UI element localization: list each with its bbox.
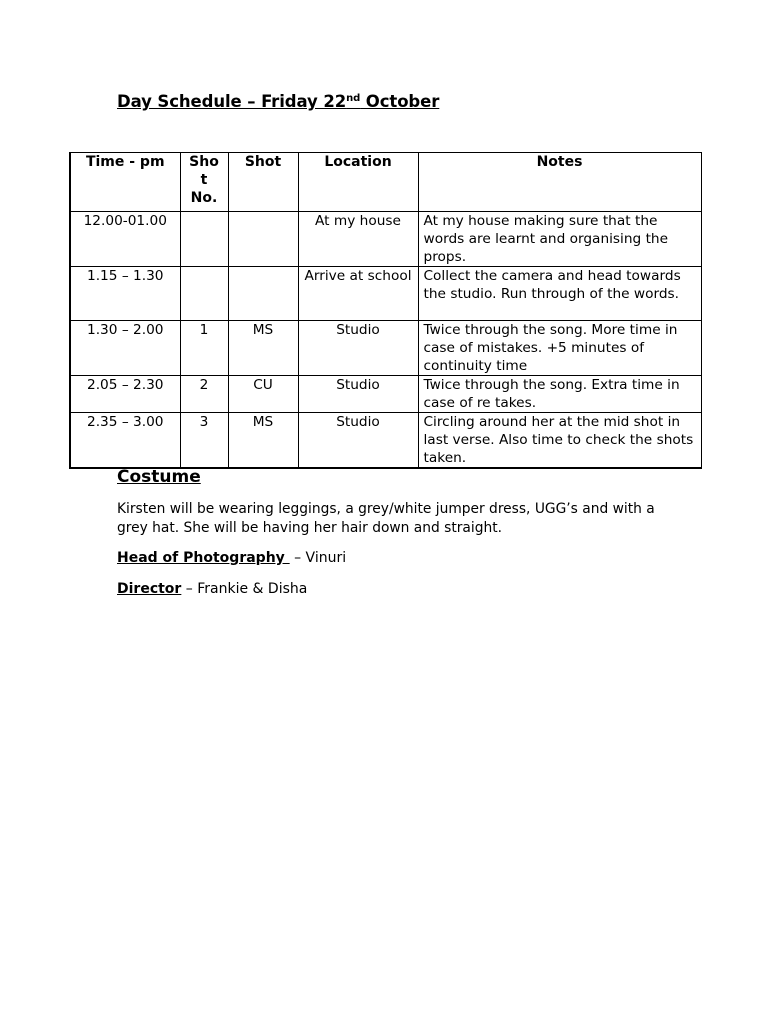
cell-notes: Twice through the song. Extra time in case of re takes. [418,376,701,413]
table-row [70,212,701,267]
cell-notes: At my house making sure that the words are learnt and organising the props. [418,212,701,267]
cell-location: Studio [298,376,418,413]
schedule-table [69,152,702,469]
header-location: Location [298,153,418,212]
cell-location: Studio [298,413,418,469]
cell-shot-no [180,212,228,267]
cell-shot-no: 3 [180,413,228,469]
page-title [117,92,439,111]
header-shot-no: Shot No. [180,153,228,212]
costume-description: Kirsten will be wearing leggings, a grey/white jumper dress, UGG’s and with a grey hat. She will be having her hair down and straight. [117,501,655,536]
table-row [70,413,701,469]
cell-location: Arrive at school [298,267,418,321]
cell-shot [228,267,298,321]
cell-notes: Twice through the song. More time in case of mistakes. +5 minutes of continuity time [418,321,701,376]
table-row [70,267,701,321]
cell-shot-no [180,267,228,321]
title-text: Day Schedule – Friday 22 [117,92,347,111]
cell-notes: Circling around her at the mid shot in last verse. Also time to check the shots taken. [418,413,701,469]
cell-notes: Collect the camera and head towards the studio. Run through of the words. [418,267,701,321]
credit-photography-value: – Vinuri [289,550,347,566]
cell-shot-no: 2 [180,376,228,413]
cell-time: 12.00-01.00 [70,212,180,267]
cell-shot: MS [228,413,298,469]
cell-shot-no: 1 [180,321,228,376]
credit-director-value: – Frankie & Disha [181,581,308,597]
credit-photography-role: Head of Photography [117,550,290,566]
table-row [70,376,701,413]
table-header-row [70,153,701,212]
title-superscript: nd [346,93,361,104]
cell-time: 2.35 – 3.00 [70,413,180,469]
cell-time: 1.15 – 1.30 [70,267,180,321]
header-notes: Notes [418,153,701,212]
cell-time: 1.30 – 2.00 [70,321,180,376]
credit-photography [117,550,346,566]
cell-shot: MS [228,321,298,376]
credit-director [117,581,307,597]
cell-shot: CU [228,376,298,413]
cell-shot [228,212,298,267]
header-time: Time - pm [70,153,180,212]
costume-heading: Costume [117,467,201,487]
title-suffix: October [360,92,440,111]
credit-director-role: Director [117,581,182,597]
cell-location: Studio [298,321,418,376]
table-row [70,321,701,376]
cell-time: 2.05 – 2.30 [70,376,180,413]
cell-location: At my house [298,212,418,267]
header-shot: Shot [228,153,298,212]
